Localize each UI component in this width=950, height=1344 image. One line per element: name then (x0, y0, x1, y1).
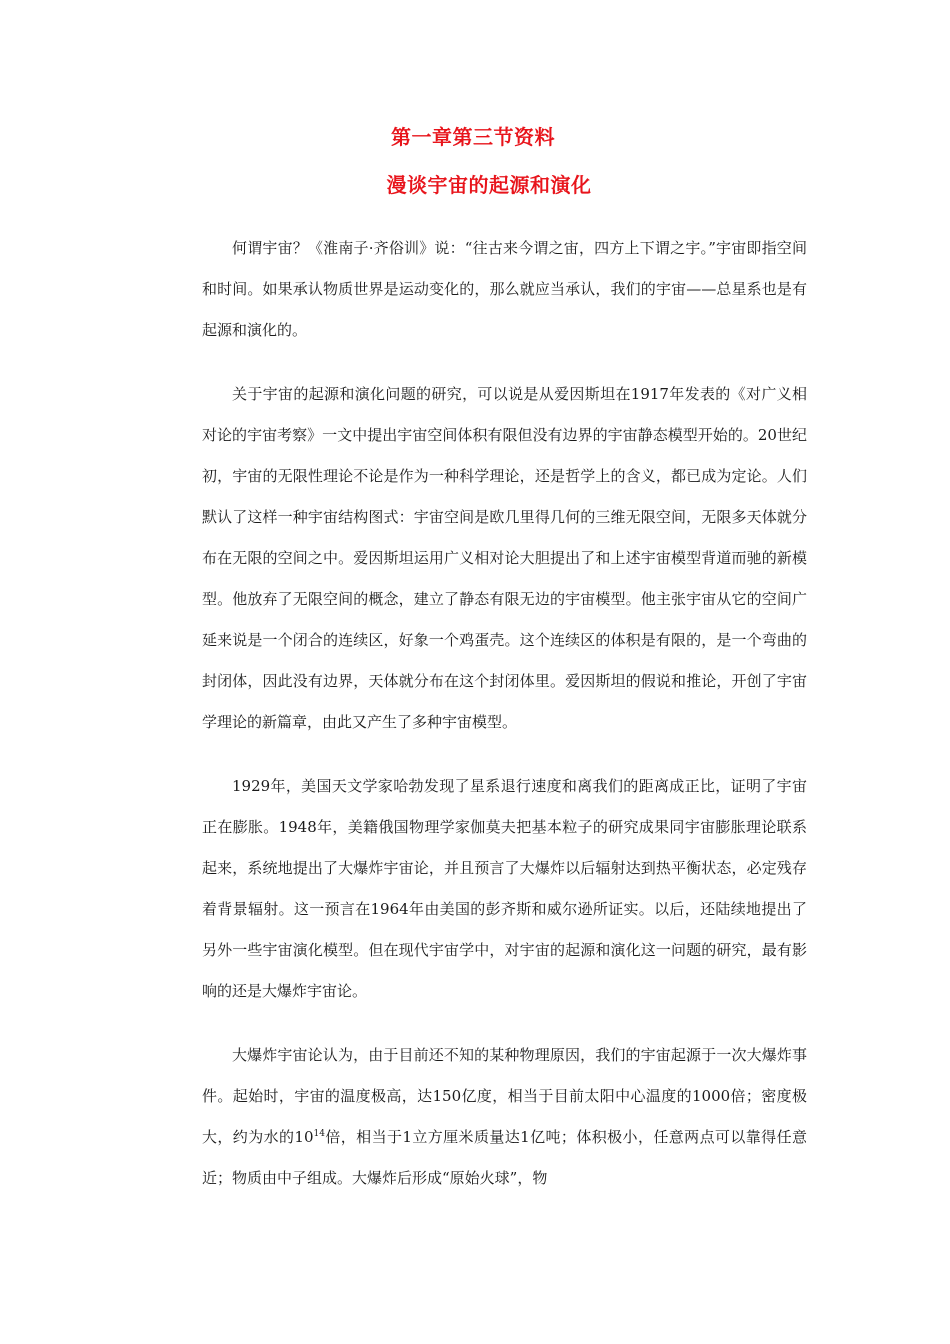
paragraph-4-text-after: 倍，相当于1立方厘米质量达1亿吨；体积极小，任意两点可以靠得任意近；物质由中子组成。大爆炸后形成“原始火球”，物 (202, 1128, 807, 1187)
page-title: 第一章第三节资料 (391, 125, 555, 149)
page-subtitle: 漫谈宇宙的起源和演化 (386, 173, 592, 197)
paragraph-1: 何谓宇宙？《淮南子·齐俗训》说：“往古来今谓之宙，四方上下谓之宇。”宇宙即指空间和时间。如果承认物质世界是运动变化的，那么就应当承认，我们的宇宙——总星系也是有起源和演化的。 (202, 239, 807, 339)
title-block (0, 118, 950, 204)
body-text (202, 228, 807, 1199)
paragraph-2: 关于宇宙的起源和演化问题的研究，可以说是从爱因斯坦在1917年发表的《对广义相对论的宇宙考察》一文中提出宇宙空间体积有限但没有边界的宇宙静态模型开始的。20世纪初，宇宙的无限性理论不论是作为一种科学理论，还是哲学上的含义，都已成为定论。人们默认了这样一种宇宙结构图式：宇宙空间是欧几里得几何的三维无限空间，无限多天体就分布在无限的空间之中。爱因斯坦运用广义相对论大胆提出了和上述宇宙模型背道而驰的新模型。他放弃了无限空间的概念，建立了静态有限无边的宇宙模型。他主张宇宙从它的空间广延来说是一个闭合的连续区，好象一个鸡蛋壳。这个连续区的体积是有限的，是一个弯曲的封闭体，因此没有边界，天体就分布在这个封闭体里。爱因斯坦的假说和推论，开创了宇宙学理论的新篇章，由此又产生了多种宇宙模型。 (202, 385, 807, 731)
paragraph-4-text-before: 大爆炸宇宙论认为，由于目前还不知的某种物理原因，我们的宇宙起源于一次大爆炸事件。起始时，宇宙的温度极高，达150亿度，相当于目前太阳中心温度的1000倍；密度极大，约为水的10 (202, 1046, 807, 1146)
paragraph-4 (202, 1035, 807, 1199)
paragraph-3: 1929年，美国天文学家哈勃发现了星系退行速度和离我们的距离成正比，证明了宇宙正在膨胀。1948年，美籍俄国物理学家伽莫夫把基本粒子的研究成果同宇宙膨胀理论联系起来，系统地提出了大爆炸宇宙论，并且预言了大爆炸以后辐射达到热平衡状态，必定残存着背景辐射。这一预言在1964年由美国的彭齐斯和威尔逊所证实。以后，还陆续地提出了另外一些宇宙演化模型。但在现代宇宙学中，对宇宙的起源和演化这一问题的研究，最有影响的还是大爆炸宇宙论。 (202, 777, 807, 1000)
exponent-superscript: 14 (313, 1129, 325, 1139)
